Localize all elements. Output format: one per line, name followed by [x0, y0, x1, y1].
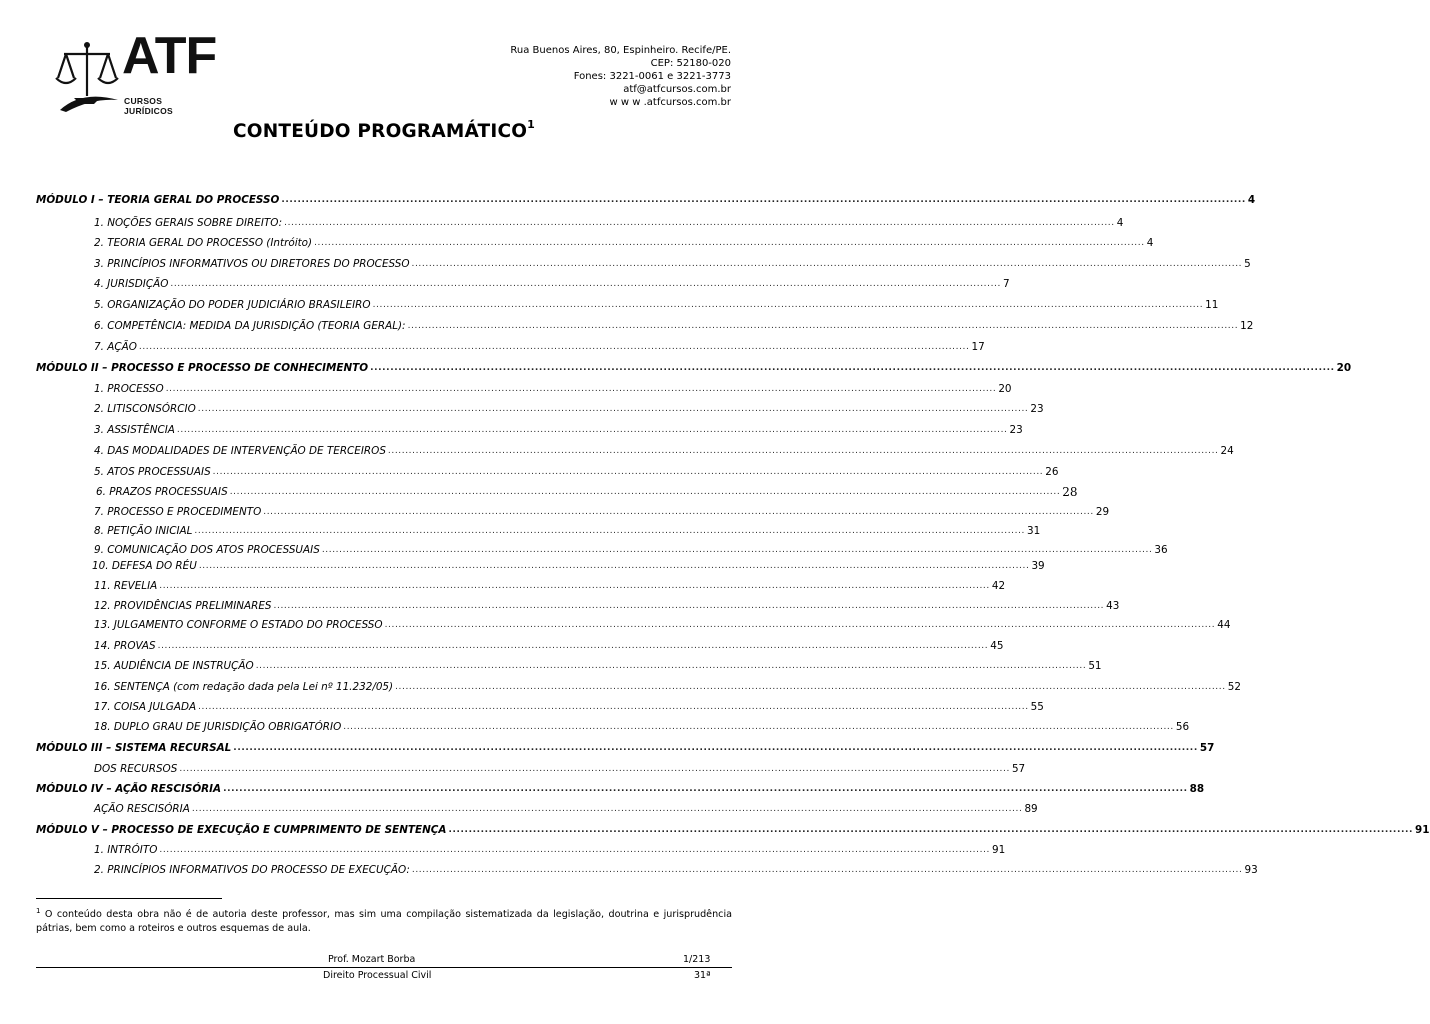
- toc-page-number: 11: [1205, 299, 1219, 311]
- toc-entry[interactable]: [94, 340, 985, 354]
- toc-dot-leader: ................................................................................................................................................................................................................................................: [387, 446, 1219, 456]
- toc-page-number: 36: [1154, 544, 1168, 556]
- toc-page-number: 20: [998, 383, 1012, 395]
- toc-dot-leader: ................................................................................................................................................................................................................................................: [176, 425, 1008, 435]
- logo-subtitle: CURSOS JURÍDICOS: [124, 96, 173, 116]
- toc-dot-leader: ................................................................................................................................................................................................................................................: [179, 764, 1010, 774]
- toc-page-number: 7: [1002, 278, 1010, 290]
- toc-entry-label: 3. PRINCÍPIOS INFORMATIVOS OU DIRETORES DO PROCESSO: [94, 258, 410, 270]
- toc-entry-label: 17. COISA JULGADA: [94, 701, 197, 713]
- toc-dot-leader: ................................................................................................................................................................................................................................................: [255, 661, 1087, 671]
- toc-dot-leader: ................................................................................................................................................................................................................................................: [198, 561, 1030, 571]
- toc-entry[interactable]: [94, 843, 1006, 857]
- toc-page-number: 4: [1116, 217, 1124, 229]
- toc-entry-label: 4. JURISDIÇÃO: [94, 278, 169, 290]
- toc-entry-label: 12. PROVIDÊNCIAS PRELIMINARES: [94, 600, 272, 612]
- toc-page-number: 55: [1030, 701, 1044, 713]
- toc-entry[interactable]: [94, 257, 1251, 271]
- toc-dot-leader: ................................................................................................................................................................................................................................................: [170, 279, 1001, 289]
- toc-entry-label: 1. INTRÓITO: [94, 844, 158, 856]
- toc-entry-label: 1. NOÇÕES GERAIS SOBRE DIREITO:: [94, 217, 283, 229]
- toc-dot-leader: ................................................................................................................................................................................................................................................: [159, 581, 990, 591]
- footer-divider: [36, 967, 732, 968]
- toc-entry[interactable]: [94, 720, 1190, 734]
- toc-entry-label: 6. PRAZOS PROCESSUAIS: [96, 486, 228, 498]
- toc-entry-label: 4. DAS MODALIDADES DE INTERVENÇÃO DE TERCEIROS: [94, 445, 386, 457]
- toc-entry[interactable]: [94, 444, 1234, 458]
- toc-entry-label: 10. DEFESA DO RÉU: [92, 560, 197, 572]
- toc-page-number: 31: [1027, 525, 1041, 537]
- toc-dot-leader: ................................................................................................................................................................................................................................................: [372, 300, 1204, 310]
- toc-page-number: 56: [1175, 721, 1190, 733]
- toc-entry[interactable]: [94, 599, 1120, 613]
- toc-entry-label: DOS RECURSOS: [94, 763, 178, 775]
- atf-logo: [52, 27, 217, 116]
- toc-entry-label: 1. PROCESSO: [94, 383, 164, 395]
- toc-entry-label: 3. ASSISTÊNCIA: [94, 424, 175, 436]
- address-phones: Fones: 3221-0061 e 3221-3773: [573, 71, 731, 82]
- toc-entry-label: 13. JULGAMENTO CONFORME O ESTADO DO PROCESSO: [94, 619, 383, 631]
- toc-dot-leader: ................................................................................................................................................................................................................................................: [411, 865, 1243, 875]
- toc-entry[interactable]: [94, 762, 1026, 776]
- logo-brand-text: ATF: [122, 27, 217, 85]
- toc-page-number: 29: [1095, 506, 1110, 518]
- toc-entry-label: 18. DUPLO GRAU DE JURISDIÇÃO OBRIGATÓRIO: [94, 721, 342, 733]
- toc-entry[interactable]: [92, 559, 1045, 573]
- toc-dot-leader: ................................................................................................................................................................................................................................................: [233, 743, 1198, 753]
- toc-entry-label: MÓDULO II – PROCESSO E PROCESSO DE CONHECIMENTO: [36, 362, 369, 374]
- toc-entry-label: MÓDULO IV – AÇÃO RESCISÓRIA: [36, 783, 222, 795]
- toc-dot-leader: ................................................................................................................................................................................................................................................: [281, 195, 1246, 205]
- toc-entry[interactable]: [96, 485, 1078, 499]
- footnote-divider: [36, 898, 222, 899]
- toc-entry-label: 16. SENTENÇA (com redação dada pela Lei nº 11.232/05): [94, 681, 394, 693]
- toc-dot-leader: ................................................................................................................................................................................................................................................: [411, 259, 1243, 269]
- toc-dot-leader: ................................................................................................................................................................................................................................................: [370, 363, 1335, 373]
- toc-page-number: 51: [1088, 660, 1102, 672]
- toc-dot-leader: ................................................................................................................................................................................................................................................: [223, 784, 1188, 794]
- toc-dot-leader: ................................................................................................................................................................................................................................................: [273, 601, 1105, 611]
- toc-entry[interactable]: [94, 680, 1241, 694]
- toc-dot-leader: ................................................................................................................................................................................................................................................: [212, 467, 1044, 477]
- toc-page-number: 91: [1415, 824, 1430, 836]
- toc-dot-leader: ................................................................................................................................................................................................................................................: [157, 641, 989, 651]
- toc-page-number: 45: [990, 640, 1004, 652]
- toc-dot-leader: ................................................................................................................................................................................................................................................: [384, 620, 1216, 630]
- toc-page-number: 88: [1189, 783, 1205, 795]
- footnote: [36, 904, 732, 936]
- footnote-text: O conteúdo desta obra não é de autoria deste professor, mas sim uma compilação sistematizada da legislação, doutrina e jurisprudência pátrias, bem como a roteiros e outros esquemas de aula.: [36, 909, 732, 935]
- toc-page-number: 4: [1146, 237, 1154, 249]
- toc-entry[interactable]: [94, 319, 1254, 333]
- toc-entry-label: 14. PROVAS: [94, 640, 156, 652]
- toc-entry-label: MÓDULO I – TEORIA GERAL DO PROCESSO: [36, 194, 280, 206]
- toc-module-entry[interactable]: [36, 193, 1256, 207]
- toc-page-number: 20: [1336, 362, 1352, 374]
- toc-entry[interactable]: [94, 802, 1038, 816]
- toc-entry[interactable]: [94, 423, 1023, 437]
- toc-dot-leader: ................................................................................................................................................................................................................................................: [321, 545, 1153, 555]
- footer-edition: 31ª: [694, 970, 711, 981]
- address-street: Rua Buenos Aires, 80, Espinheiro. Recife/PE.: [510, 45, 731, 56]
- scales-of-justice-icon: [52, 38, 122, 114]
- toc-page-number: 52: [1227, 681, 1241, 693]
- address-cep: CEP: 52180-020: [650, 58, 731, 69]
- toc-entry-label: MÓDULO III – SISTEMA RECURSAL: [36, 742, 232, 754]
- toc-page-number: 26: [1045, 466, 1059, 478]
- toc-page-number: 17: [971, 341, 985, 353]
- toc-dot-leader: ................................................................................................................................................................................................................................................: [284, 218, 1115, 228]
- toc-entry[interactable]: [94, 465, 1059, 479]
- toc-entry[interactable]: [94, 277, 1010, 291]
- toc-entry-label: 15. AUDIÊNCIA DE INSTRUÇÃO: [94, 660, 254, 672]
- toc-entry[interactable]: [94, 863, 1258, 877]
- toc-page-number: 91: [992, 844, 1006, 856]
- toc-page-number: 28: [1062, 485, 1078, 499]
- toc-entry[interactable]: [94, 236, 1154, 250]
- toc-entry-label: 5. ATOS PROCESSUAIS: [94, 466, 211, 478]
- toc-entry[interactable]: [94, 524, 1041, 538]
- toc-page-number: 4: [1247, 194, 1256, 206]
- toc-page-number: 23: [1030, 403, 1044, 415]
- toc-page-number: 57: [1199, 742, 1215, 754]
- toc-page-number: 39: [1031, 560, 1045, 572]
- toc-dot-leader: ................................................................................................................................................................................................................................................: [448, 825, 1414, 835]
- toc-entry-label: 2. LITISCONSÓRCIO: [94, 403, 196, 415]
- toc-dot-leader: ................................................................................................................................................................................................................................................: [197, 404, 1029, 414]
- toc-page-number: 12: [1240, 320, 1254, 332]
- toc-entry-label: 7. AÇÃO: [94, 341, 137, 353]
- footnote-reference[interactable]: 1: [527, 118, 536, 131]
- toc-dot-leader: ................................................................................................................................................................................................................................................: [263, 507, 1094, 517]
- toc-entry[interactable]: [94, 579, 1006, 593]
- toc-entry-label: MÓDULO V – PROCESSO DE EXECUÇÃO E CUMPRIMENTO DE SENTENÇA: [36, 824, 447, 836]
- toc-module-entry[interactable]: [36, 782, 1205, 796]
- toc-page-number: 93: [1244, 864, 1258, 876]
- toc-entry-label: 11. REVELIA: [94, 580, 158, 592]
- toc-dot-leader: ................................................................................................................................................................................................................................................: [407, 321, 1239, 331]
- page-title: [0, 120, 768, 142]
- toc-module-entry[interactable]: [36, 741, 1215, 755]
- toc-dot-leader: ................................................................................................................................................................................................................................................: [343, 722, 1174, 732]
- toc-entry-label: 2. TEORIA GERAL DO PROCESSO (Intróito): [94, 237, 313, 249]
- toc-page-number: 42: [991, 580, 1006, 592]
- toc-entry-label: 5. ORGANIZAÇÃO DO PODER JUDICIÁRIO BRASILEIRO: [94, 299, 371, 311]
- toc-entry[interactable]: [94, 700, 1044, 714]
- toc-page-number: 5: [1244, 258, 1251, 270]
- footer-author: Prof. Mozart Borba: [328, 954, 416, 965]
- address-email[interactable]: atf@atfcursos.com.br: [623, 84, 731, 95]
- toc-entry[interactable]: [94, 543, 1168, 557]
- footer-subject: Direito Processual Civil: [323, 970, 432, 981]
- toc-dot-leader: ................................................................................................................................................................................................................................................: [198, 702, 1029, 712]
- footnote-marker: 1: [36, 907, 41, 915]
- toc-page-number: 23: [1009, 424, 1023, 436]
- toc-page-number: 57: [1011, 763, 1026, 775]
- toc-dot-leader: ................................................................................................................................................................................................................................................: [138, 342, 970, 352]
- toc-entry-label: 8. PETIÇÃO INICIAL: [94, 525, 193, 537]
- toc-entry[interactable]: [94, 639, 1004, 653]
- toc-dot-leader: ................................................................................................................................................................................................................................................: [159, 845, 990, 855]
- toc-entry-label: AÇÃO RESCISÓRIA: [94, 803, 190, 815]
- toc-page-number: 24: [1220, 445, 1234, 457]
- toc-entry[interactable]: [94, 402, 1044, 416]
- toc-dot-leader: ................................................................................................................................................................................................................................................: [229, 487, 1061, 497]
- toc-page-number: 44: [1217, 619, 1231, 631]
- footer-page-number: 1/213: [683, 954, 711, 965]
- toc-dot-leader: ................................................................................................................................................................................................................................................: [314, 238, 1145, 248]
- toc-entry-label: 6. COMPETÊNCIA: MEDIDA DA JURISDIÇÃO (TEORIA GERAL):: [94, 320, 406, 332]
- toc-entry[interactable]: [94, 659, 1102, 673]
- toc-page-number: 89: [1024, 803, 1038, 815]
- contact-address-block: [510, 44, 731, 109]
- toc-dot-leader: ................................................................................................................................................................................................................................................: [165, 384, 997, 394]
- toc-entry[interactable]: [94, 298, 1219, 312]
- toc-entry-label: 7. PROCESSO E PROCEDIMENTO: [94, 506, 262, 518]
- toc-module-entry[interactable]: [36, 361, 1352, 375]
- toc-dot-leader: ................................................................................................................................................................................................................................................: [191, 804, 1023, 814]
- toc-entry-label: 2. PRINCÍPIOS INFORMATIVOS DO PROCESSO DE EXECUÇÃO:: [94, 864, 410, 876]
- toc-entry[interactable]: [94, 216, 1124, 230]
- toc-entry[interactable]: [94, 618, 1231, 632]
- toc-page-number: 43: [1106, 600, 1120, 612]
- toc-entry[interactable]: [94, 382, 1012, 396]
- toc-entry[interactable]: [94, 505, 1110, 519]
- toc-dot-leader: ................................................................................................................................................................................................................................................: [194, 526, 1026, 536]
- page-title-text: CONTEÚDO PROGRAMÁTICO: [232, 121, 528, 143]
- toc-module-entry[interactable]: [36, 823, 1430, 837]
- address-website[interactable]: w w w .atfcursos.com.br: [609, 97, 731, 108]
- toc-entry-label: 9. COMUNICAÇÃO DOS ATOS PROCESSUAIS: [94, 544, 320, 556]
- toc-dot-leader: ................................................................................................................................................................................................................................................: [395, 682, 1226, 692]
